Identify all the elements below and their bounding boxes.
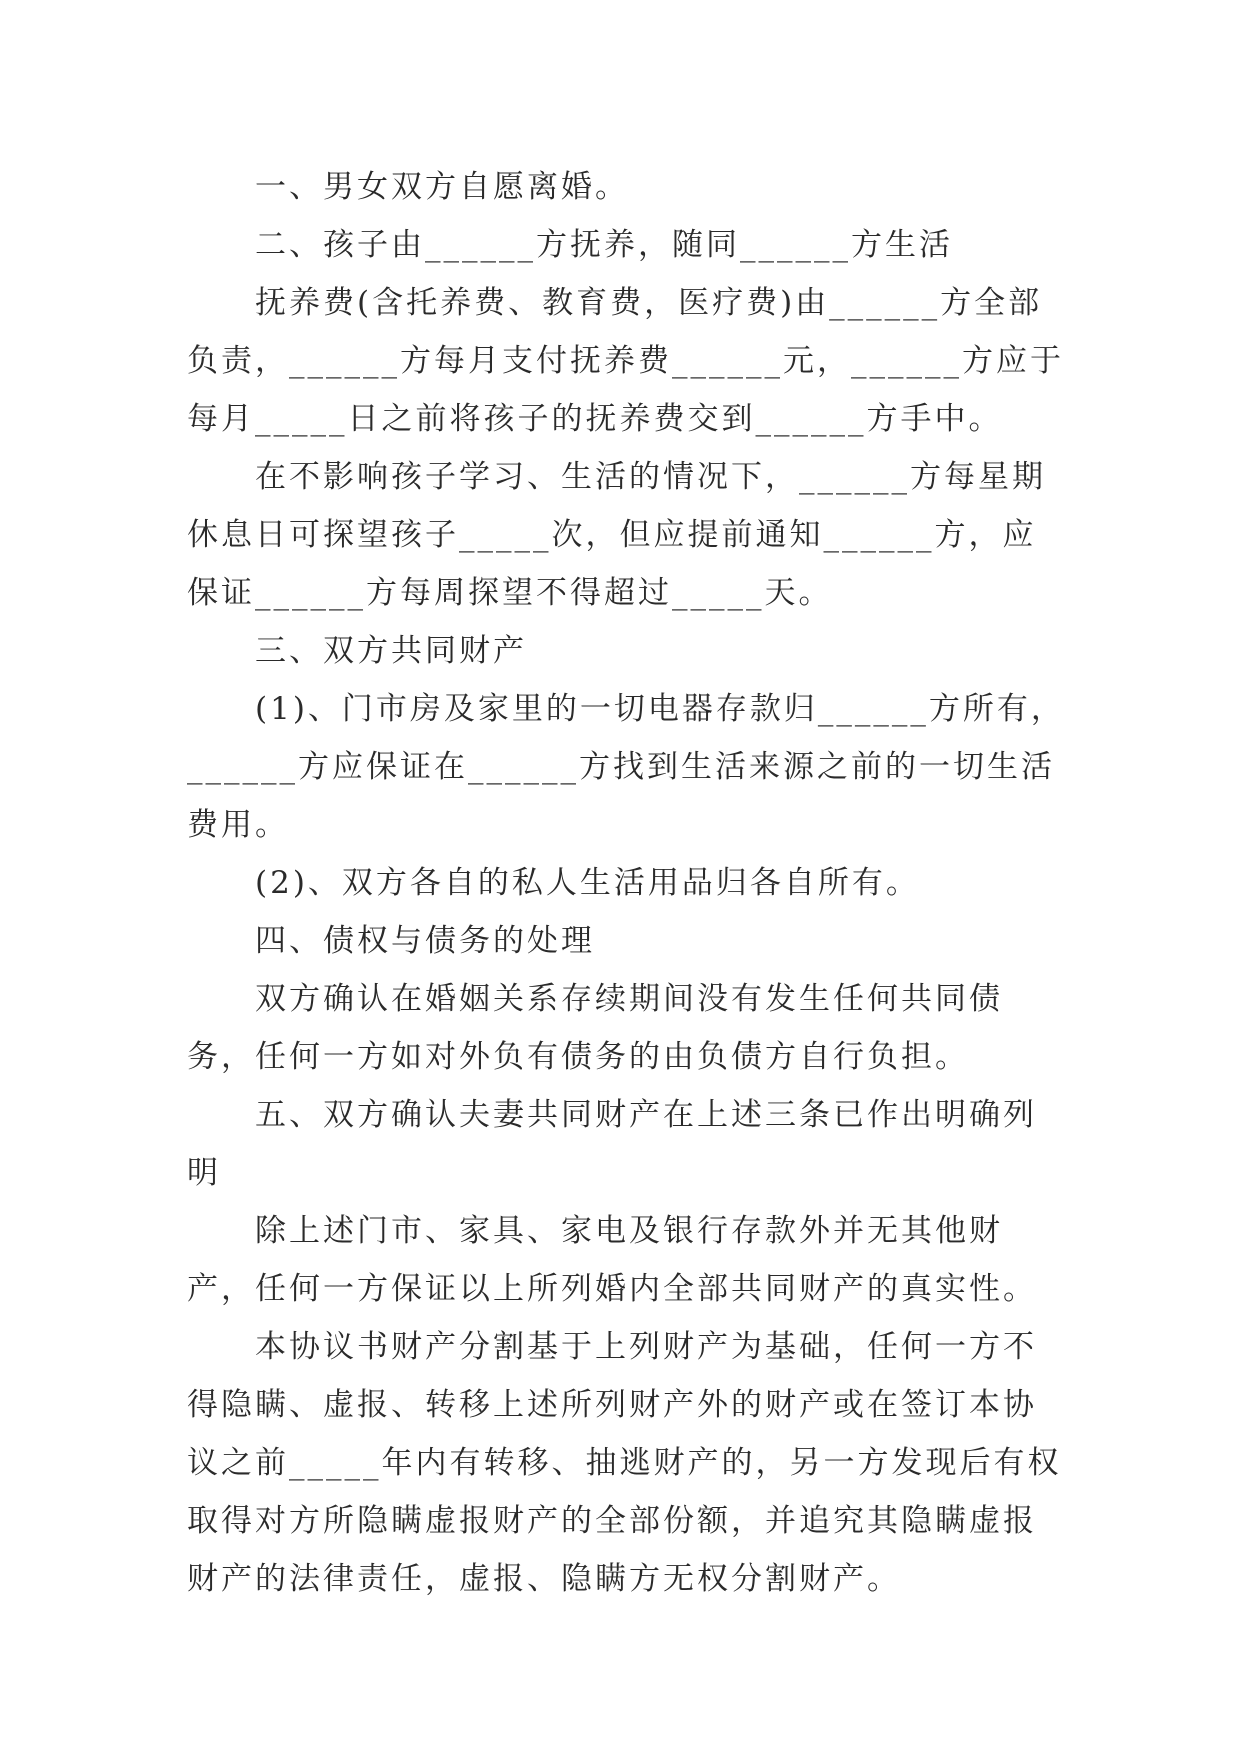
section-heading-debts: 四、债权与债务的处理: [255, 923, 595, 959]
clause-visitation: 在不影响孩子学习、生活的情况下，______方每星期休息日可探望孩子_____次，但应提前通知______方，应保证______方每周探望不得超过_____天。: [187, 459, 1046, 611]
clause-voluntary-divorce: 一、男女双方自愿离婚。: [255, 169, 629, 205]
clause-no-other-property: 除上述门市、家具、家电及银行存款外并无其他财产，任何一方保证以上所列婚内全部共同财产的真实性。: [187, 1213, 1037, 1307]
clause-child-support: 抚养费(含托养费、教育费，医疗费)由______方全部负责，______方每月支付抚养费______元，______方应于每月_____日之前将孩子的抚养费交到______方手中。: [187, 285, 1064, 437]
clause-concealment-penalty: 本协议书财产分割基于上列财产为基础，任何一方不得隐瞒、虚报、转移上述所列财产外的财产或在签订本协议之前_____年内有转移、抽逃财产的，另一方发现后有权取得对方所隐瞒虚报财产的全部份额，并追究其隐瞒虚报财产的法律责任，虚报、隐瞒方无权分割财产。: [187, 1329, 1062, 1597]
section-heading-joint-property: 三、双方共同财产: [255, 633, 527, 669]
clause-debts: 双方确认在婚姻关系存续期间没有发生任何共同债务，任何一方如对外负有债务的由负债方自行负担。: [187, 981, 1003, 1075]
clause-child-custody: 二、孩子由______方抚养，随同______方生活: [255, 227, 953, 263]
clause-property-item-1: (1)、门市房及家里的一切电器存款归______方所有，______方应保证在______方找到生活来源之前的一切生活费用。: [187, 691, 1065, 843]
document-body: [187, 158, 1067, 1608]
clause-property-item-2: (2)、双方各自的私人生活用品归各自所有。: [255, 865, 920, 901]
section-heading-property-confirmation: 五、双方确认夫妻共同财产在上述三条已作出明确列明: [187, 1097, 1037, 1191]
